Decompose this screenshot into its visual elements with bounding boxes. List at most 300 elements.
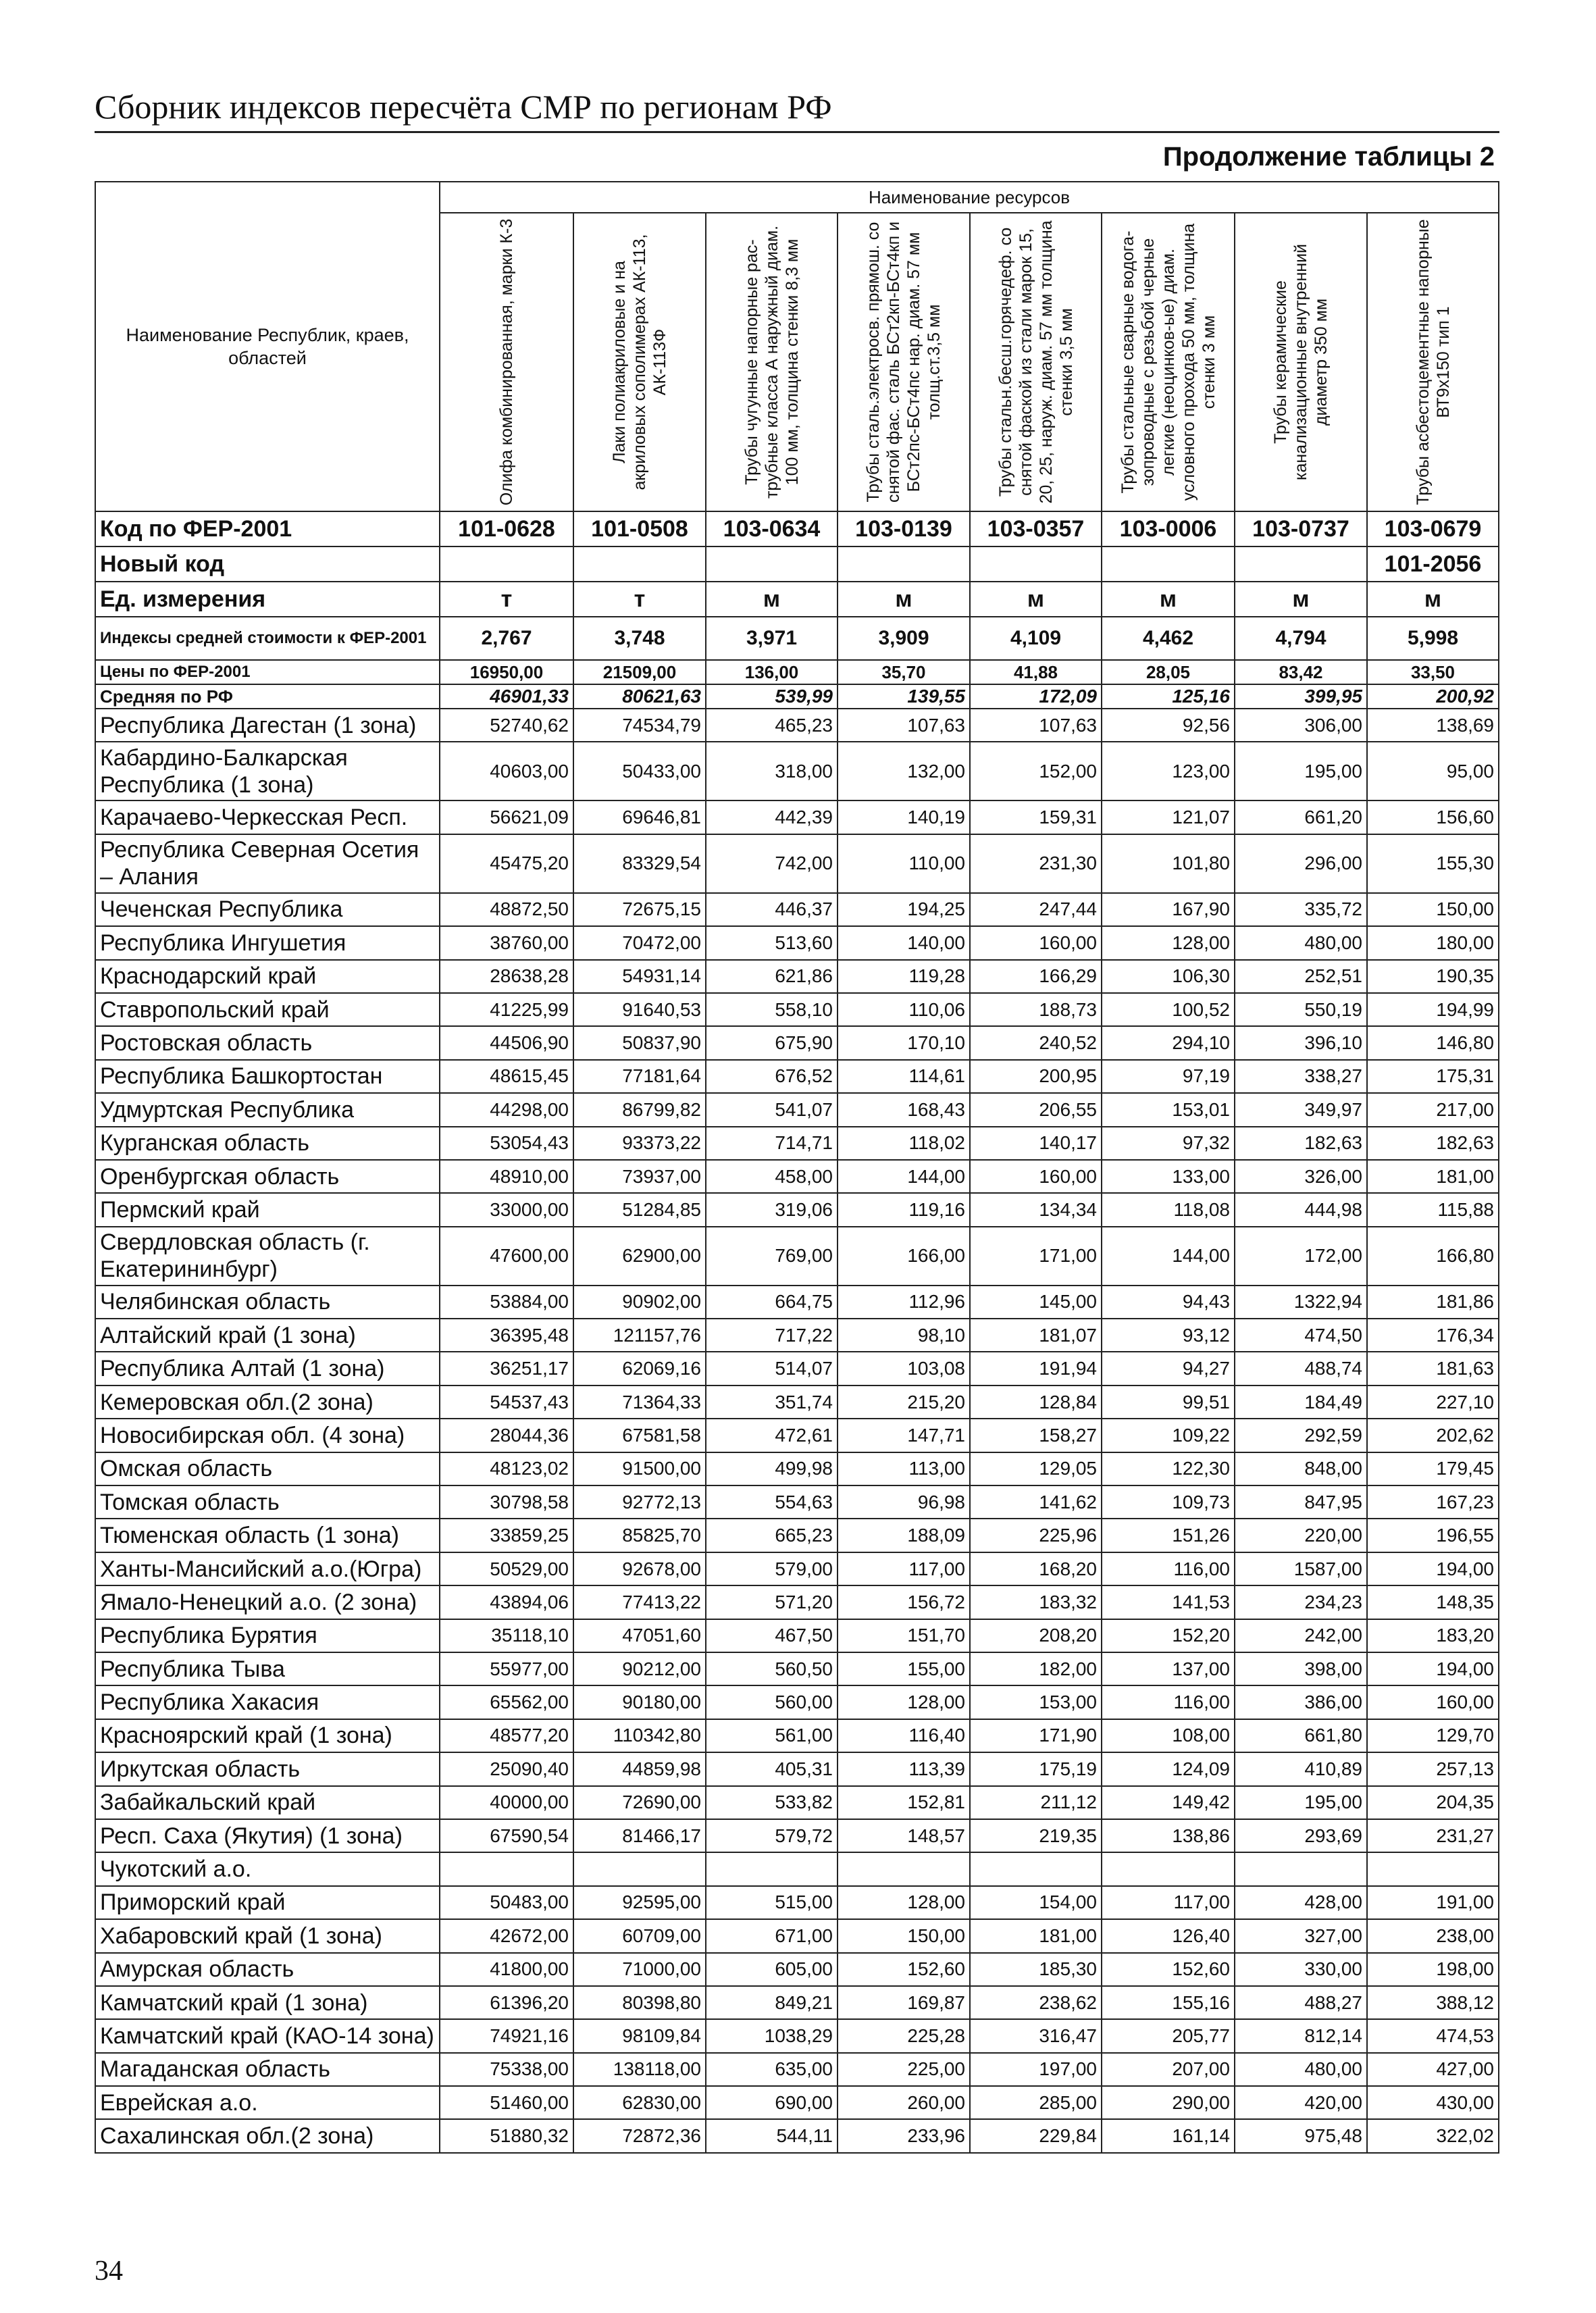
value-cell: 296,00 [1235, 834, 1367, 893]
table-row [95, 1519, 1499, 1552]
value-cell: 112,96 [838, 1286, 970, 1319]
value-cell: 38760,00 [440, 926, 573, 959]
region-name: Респ. Саха (Якутия) (1 зона) [95, 1819, 440, 1852]
value-cell: 690,00 [706, 2086, 838, 2119]
table-row [95, 1227, 1499, 1286]
value-cell: 149,42 [1102, 1786, 1235, 1819]
value-cell: 108,00 [1102, 1719, 1235, 1752]
table-row [95, 800, 1499, 834]
value-cell: 133,00 [1102, 1160, 1235, 1193]
value-cell: 260,00 [838, 2086, 970, 2119]
value-cell: 442,39 [706, 800, 838, 834]
index-row-label: Индексы средней стоимости к ФЕР-2001 [95, 617, 440, 660]
value-cell: 474,50 [1235, 1319, 1367, 1352]
value-cell: 51880,32 [440, 2119, 573, 2152]
fer-code-row-cell: 103-0139 [838, 511, 970, 547]
value-cell: 124,09 [1102, 1752, 1235, 1785]
table-row [95, 2119, 1499, 2152]
value-cell: 181,07 [970, 1319, 1102, 1352]
value-cell: 240,52 [970, 1026, 1102, 1059]
value-cell: 91640,53 [573, 993, 706, 1026]
value-cell: 137,00 [1102, 1652, 1235, 1685]
value-cell: 51284,85 [573, 1193, 706, 1226]
value-cell: 396,10 [1235, 1026, 1367, 1059]
value-cell: 138,86 [1102, 1819, 1235, 1852]
value-cell: 109,22 [1102, 1419, 1235, 1452]
value-cell: 168,43 [838, 1093, 970, 1126]
average-row-cell: 172,09 [970, 684, 1102, 709]
value-cell: 181,00 [970, 1919, 1102, 1952]
value-cell: 579,72 [706, 1819, 838, 1852]
value-cell: 110,06 [838, 993, 970, 1026]
value-cell: 152,81 [838, 1786, 970, 1819]
value-cell: 169,87 [838, 1986, 970, 2019]
region-name: Республика Ингушетия [95, 926, 440, 959]
value-cell: 117,00 [838, 1552, 970, 1585]
region-name: Краснодарский край [95, 960, 440, 993]
value-cell: 126,40 [1102, 1919, 1235, 1952]
table-row [95, 709, 1499, 742]
value-cell: 183,32 [970, 1585, 1102, 1619]
value-cell: 61396,20 [440, 1986, 573, 2019]
average-row [95, 684, 1499, 709]
value-cell: 533,82 [706, 1786, 838, 1819]
value-cell: 148,57 [838, 1819, 970, 1852]
region-name: Еврейская а.о. [95, 2086, 440, 2119]
value-cell [838, 1852, 970, 1885]
value-cell: 975,48 [1235, 2119, 1367, 2152]
region-name: Удмуртская Республика [95, 1093, 440, 1126]
value-cell: 171,90 [970, 1719, 1102, 1752]
table-body [95, 511, 1499, 2153]
value-cell: 194,99 [1367, 993, 1499, 1026]
index-row-cell: 3,909 [838, 617, 970, 660]
value-cell: 72675,15 [573, 893, 706, 926]
value-cell: 215,20 [838, 1386, 970, 1419]
value-cell: 128,00 [838, 1886, 970, 1919]
value-cell: 488,27 [1235, 1986, 1367, 2019]
value-cell: 48910,00 [440, 1160, 573, 1193]
value-cell: 252,51 [1235, 960, 1367, 993]
value-cell: 335,72 [1235, 893, 1367, 926]
value-cell: 388,12 [1367, 1986, 1499, 2019]
value-cell: 195,00 [1235, 742, 1367, 800]
value-cell: 69646,81 [573, 800, 706, 834]
table-row [95, 1852, 1499, 1885]
value-cell: 513,60 [706, 926, 838, 959]
region-name: Пермский край [95, 1193, 440, 1226]
table-row [95, 1619, 1499, 1652]
fer-code-row-cell: 103-0737 [1235, 511, 1367, 547]
value-cell: 99,51 [1102, 1386, 1235, 1419]
value-cell: 160,00 [970, 1160, 1102, 1193]
value-cell: 134,34 [970, 1193, 1102, 1226]
value-cell: 238,00 [1367, 1919, 1499, 1952]
value-cell: 176,34 [1367, 1319, 1499, 1352]
region-name: Камчатский край (1 зона) [95, 1986, 440, 2019]
table-row [95, 1419, 1499, 1452]
value-cell: 515,00 [706, 1886, 838, 1919]
value-cell: 208,20 [970, 1619, 1102, 1652]
value-cell: 72690,00 [573, 1786, 706, 1819]
region-name: Чеченская Республика [95, 893, 440, 926]
value-cell: 742,00 [706, 834, 838, 893]
value-cell: 398,00 [1235, 1652, 1367, 1685]
table-row [95, 1193, 1499, 1226]
value-cell: 113,00 [838, 1452, 970, 1485]
value-cell: 166,80 [1367, 1227, 1499, 1286]
value-cell: 28638,28 [440, 960, 573, 993]
unit-row-label: Ед. измерения [95, 582, 440, 617]
column-header-label: Трубы керамические канализационные внутренний диаметр 350 мм [1271, 243, 1331, 481]
value-cell: 54931,14 [573, 960, 706, 993]
region-name: Ставропольский край [95, 993, 440, 1026]
value-cell: 48872,50 [440, 893, 573, 926]
value-cell: 318,00 [706, 742, 838, 800]
value-cell: 90212,00 [573, 1652, 706, 1685]
value-cell: 93,12 [1102, 1319, 1235, 1352]
region-name: Республика Хакасия [95, 1685, 440, 1719]
value-cell: 85825,70 [573, 1519, 706, 1552]
value-cell: 65562,00 [440, 1685, 573, 1719]
price-row-cell: 21509,00 [573, 660, 706, 684]
value-cell: 405,31 [706, 1752, 838, 1785]
value-cell: 488,74 [1235, 1352, 1367, 1385]
region-name: Камчатский край (КАО-14 зона) [95, 2019, 440, 2052]
fer-code-row-cell: 103-0357 [970, 511, 1102, 547]
region-name: Республика Дагестан (1 зона) [95, 709, 440, 742]
table-row [95, 1652, 1499, 1685]
value-cell: 107,63 [970, 709, 1102, 742]
value-cell: 44506,90 [440, 1026, 573, 1059]
page-number: 34 [95, 2256, 123, 2287]
value-cell: 44859,98 [573, 1752, 706, 1785]
value-cell: 181,63 [1367, 1352, 1499, 1385]
value-cell: 196,55 [1367, 1519, 1499, 1552]
column-header-label: Трубы стальн.бесш.горячедеф. со снятой фаской из стали марок 15, 20, 25, наруж. диам. 57 мм толщина стенки 3,5 мм [996, 220, 1076, 504]
value-cell: 48615,45 [440, 1060, 573, 1093]
value-cell: 293,69 [1235, 1819, 1367, 1852]
value-cell: 144,00 [838, 1160, 970, 1193]
unit-row-cell: м [1235, 582, 1367, 617]
value-cell: 86799,82 [573, 1093, 706, 1126]
value-cell: 83329,54 [573, 834, 706, 893]
value-cell: 152,60 [1102, 1953, 1235, 1986]
value-cell: 220,00 [1235, 1519, 1367, 1552]
unit-row-cell: м [838, 582, 970, 617]
value-cell: 72872,36 [573, 2119, 706, 2152]
region-name: Челябинская область [95, 1286, 440, 1319]
unit-row-cell: м [1102, 582, 1235, 617]
region-name: Свердловская область (г. Екатерининбург) [95, 1227, 440, 1286]
value-cell: 140,00 [838, 926, 970, 959]
value-cell: 671,00 [706, 1919, 838, 1952]
value-cell: 77413,22 [573, 1585, 706, 1619]
value-cell: 225,28 [838, 2019, 970, 2052]
column-header-label: Лаки полиакриловые и на акриловых сополимерах АК-113, АК-113Ф [610, 234, 669, 490]
unit-row-cell: т [440, 582, 573, 617]
value-cell: 98,10 [838, 1319, 970, 1352]
value-cell [1235, 1852, 1367, 1885]
value-cell: 110,00 [838, 834, 970, 893]
value-cell: 42672,00 [440, 1919, 573, 1952]
value-cell: 158,27 [970, 1419, 1102, 1452]
value-cell: 53884,00 [440, 1286, 573, 1319]
average-row-cell: 539,99 [706, 684, 838, 709]
average-row-cell: 399,95 [1235, 684, 1367, 709]
value-cell: 184,49 [1235, 1386, 1367, 1419]
unit-row-cell: т [573, 582, 706, 617]
value-cell: 71364,33 [573, 1386, 706, 1419]
value-cell: 110342,80 [573, 1719, 706, 1752]
value-cell: 138,69 [1367, 709, 1499, 742]
value-cell: 80398,80 [573, 1986, 706, 2019]
fer-code-row-cell: 103-0679 [1367, 511, 1499, 547]
value-cell: 116,00 [1102, 1552, 1235, 1585]
value-cell: 430,00 [1367, 2086, 1499, 2119]
region-name: Новосибирская обл. (4 зона) [95, 1419, 440, 1452]
value-cell: 153,00 [970, 1685, 1102, 1719]
value-cell: 122,30 [1102, 1452, 1235, 1485]
value-cell: 50529,00 [440, 1552, 573, 1585]
value-cell: 514,07 [706, 1352, 838, 1385]
value-cell: 676,52 [706, 1060, 838, 1093]
new-code-row-cell: 101-2056 [1367, 547, 1499, 582]
value-cell: 234,23 [1235, 1585, 1367, 1619]
value-cell: 118,02 [838, 1127, 970, 1160]
value-cell: 206,55 [970, 1093, 1102, 1126]
value-cell: 51460,00 [440, 2086, 573, 2119]
table-continuation-label: Продолжение таблицы 2 [1162, 142, 1495, 172]
region-name: Оренбургская область [95, 1160, 440, 1193]
value-cell: 161,14 [1102, 2119, 1235, 2152]
value-cell: 90180,00 [573, 1685, 706, 1719]
value-cell: 154,00 [970, 1886, 1102, 1919]
value-cell: 151,26 [1102, 1519, 1235, 1552]
value-cell: 319,06 [706, 1193, 838, 1226]
new-code-row-cell [1235, 547, 1367, 582]
value-cell: 91500,00 [573, 1452, 706, 1485]
region-name: Кабардино-Балкарская Республика (1 зона) [95, 742, 440, 800]
region-name: Алтайский край (1 зона) [95, 1319, 440, 1352]
value-cell: 118,08 [1102, 1193, 1235, 1226]
value-cell: 33859,25 [440, 1519, 573, 1552]
region-column-header: Наименование Республик, краев, областей [95, 182, 440, 511]
resources-group-header: Наименование ресурсов [440, 182, 1499, 213]
value-cell: 71000,00 [573, 1953, 706, 1986]
value-cell: 714,71 [706, 1127, 838, 1160]
value-cell: 410,89 [1235, 1752, 1367, 1785]
value-cell: 50837,90 [573, 1026, 706, 1059]
value-cell: 472,61 [706, 1419, 838, 1452]
new-code-row-cell [573, 547, 706, 582]
value-cell: 175,31 [1367, 1060, 1499, 1093]
table-row [95, 2053, 1499, 2086]
value-cell [573, 1852, 706, 1885]
value-cell: 175,19 [970, 1752, 1102, 1785]
value-cell: 247,44 [970, 893, 1102, 926]
column-header-label: Трубы чугунные напорные рас-трубные класса А наружный диам. 100 мм, толщина стенки 8,3 мм [742, 225, 802, 499]
new-code-row-cell [706, 547, 838, 582]
average-row-cell: 139,55 [838, 684, 970, 709]
region-name: Сахалинская обл.(2 зона) [95, 2119, 440, 2152]
value-cell: 231,30 [970, 834, 1102, 893]
table-row [95, 2019, 1499, 2052]
value-cell: 28044,36 [440, 1419, 573, 1452]
value-cell: 207,00 [1102, 2053, 1235, 2086]
value-cell: 191,00 [1367, 1886, 1499, 1919]
unit-row-cell: м [1367, 582, 1499, 617]
value-cell: 117,00 [1102, 1886, 1235, 1919]
region-name: Амурская область [95, 1953, 440, 1986]
value-cell: 95,00 [1367, 742, 1499, 800]
column-header-label: Трубы асбестоцементные напорные ВТ9х150 тип 1 [1413, 219, 1453, 505]
value-cell: 60709,00 [573, 1919, 706, 1952]
value-cell [1367, 1852, 1499, 1885]
region-name: Приморский край [95, 1886, 440, 1919]
value-cell: 146,80 [1367, 1026, 1499, 1059]
fer-code-row-cell: 101-0628 [440, 511, 573, 547]
value-cell: 769,00 [706, 1227, 838, 1286]
value-cell: 571,20 [706, 1585, 838, 1619]
table-row [95, 1286, 1499, 1319]
value-cell [440, 1852, 573, 1885]
value-cell: 330,00 [1235, 1953, 1367, 1986]
value-cell: 62069,16 [573, 1352, 706, 1385]
value-cell: 480,00 [1235, 926, 1367, 959]
column-header-8 [1367, 213, 1499, 511]
table-row [95, 1953, 1499, 1986]
value-cell: 327,00 [1235, 1919, 1367, 1952]
value-cell: 151,70 [838, 1619, 970, 1652]
value-cell: 35118,10 [440, 1619, 573, 1652]
region-name: Магаданская область [95, 2053, 440, 2086]
column-header-label: Олифа комбинированная, марки К-3 [497, 218, 516, 506]
index-row-cell: 3,971 [706, 617, 838, 660]
value-cell: 544,11 [706, 2119, 838, 2152]
value-cell: 179,45 [1367, 1452, 1499, 1485]
value-cell: 92,56 [1102, 709, 1235, 742]
value-cell: 257,13 [1367, 1752, 1499, 1785]
fer-code-row-cell: 101-0508 [573, 511, 706, 547]
value-cell: 141,53 [1102, 1585, 1235, 1619]
value-cell: 103,08 [838, 1352, 970, 1385]
region-name: Карачаево-Черкесская Респ. [95, 800, 440, 834]
index-row [95, 617, 1499, 660]
region-name: Красноярский край (1 зона) [95, 1719, 440, 1752]
table-row [95, 893, 1499, 926]
value-cell [1102, 1852, 1235, 1885]
value-cell: 225,96 [970, 1519, 1102, 1552]
value-cell: 156,72 [838, 1585, 970, 1619]
value-cell: 132,00 [838, 742, 970, 800]
value-cell: 41800,00 [440, 1953, 573, 1986]
value-cell: 166,29 [970, 960, 1102, 993]
value-cell: 128,84 [970, 1386, 1102, 1419]
value-cell: 52740,62 [440, 709, 573, 742]
value-cell: 77181,64 [573, 1060, 706, 1093]
new-code-row-label: Новый код [95, 547, 440, 582]
value-cell: 428,00 [1235, 1886, 1367, 1919]
header-row-group [95, 182, 1499, 213]
index-row-cell: 3,748 [573, 617, 706, 660]
value-cell: 96,98 [838, 1485, 970, 1519]
column-header-6 [1102, 213, 1235, 511]
table-row [95, 1319, 1499, 1352]
value-cell: 123,00 [1102, 742, 1235, 800]
value-cell: 159,31 [970, 800, 1102, 834]
value-cell: 94,27 [1102, 1352, 1235, 1385]
value-cell: 74921,16 [440, 2019, 573, 2052]
value-cell: 152,00 [970, 742, 1102, 800]
value-cell: 152,20 [1102, 1619, 1235, 1652]
value-cell: 190,35 [1367, 960, 1499, 993]
region-name: Омская область [95, 1452, 440, 1485]
value-cell: 185,30 [970, 1953, 1102, 1986]
value-cell: 467,50 [706, 1619, 838, 1652]
value-cell: 848,00 [1235, 1452, 1367, 1485]
value-cell: 155,00 [838, 1652, 970, 1685]
value-cell: 338,27 [1235, 1060, 1367, 1093]
value-cell: 81466,17 [573, 1819, 706, 1852]
table-row [95, 1819, 1499, 1852]
value-cell: 717,22 [706, 1319, 838, 1352]
value-cell: 849,21 [706, 1986, 838, 2019]
price-row [95, 660, 1499, 684]
value-cell: 47051,60 [573, 1619, 706, 1652]
value-cell: 54537,43 [440, 1386, 573, 1419]
value-cell: 664,75 [706, 1286, 838, 1319]
value-cell: 44298,00 [440, 1093, 573, 1126]
table-row [95, 1352, 1499, 1385]
value-cell: 665,23 [706, 1519, 838, 1552]
value-cell: 202,62 [1367, 1419, 1499, 1452]
value-cell: 171,00 [970, 1227, 1102, 1286]
value-cell: 138118,00 [573, 2053, 706, 2086]
value-cell: 25090,40 [440, 1752, 573, 1785]
value-cell: 444,98 [1235, 1193, 1367, 1226]
value-cell: 322,02 [1367, 2119, 1499, 2152]
region-name: Республика Тыва [95, 1652, 440, 1685]
price-row-cell: 16950,00 [440, 660, 573, 684]
value-cell: 172,00 [1235, 1227, 1367, 1286]
value-cell: 238,62 [970, 1986, 1102, 2019]
value-cell: 579,00 [706, 1552, 838, 1585]
column-header-1 [440, 213, 573, 511]
average-row-cell: 200,92 [1367, 684, 1499, 709]
price-row-cell: 83,42 [1235, 660, 1367, 684]
region-name: Курганская область [95, 1127, 440, 1160]
value-cell: 155,16 [1102, 1986, 1235, 2019]
value-cell: 92772,13 [573, 1485, 706, 1519]
value-cell: 349,97 [1235, 1093, 1367, 1126]
average-row-cell: 125,16 [1102, 684, 1235, 709]
value-cell: 316,47 [970, 2019, 1102, 2052]
value-cell: 43894,06 [440, 1585, 573, 1619]
region-name: Ханты-Мансийский а.о.(Югра) [95, 1552, 440, 1585]
page-header [95, 88, 1499, 133]
value-cell: 113,39 [838, 1752, 970, 1785]
value-cell: 129,05 [970, 1452, 1102, 1485]
price-row-cell: 136,00 [706, 660, 838, 684]
table-row [95, 742, 1499, 800]
value-cell: 153,01 [1102, 1093, 1235, 1126]
value-cell: 231,27 [1367, 1819, 1499, 1852]
value-cell: 605,00 [706, 1953, 838, 1986]
value-cell: 98109,84 [573, 2019, 706, 2052]
value-cell: 558,10 [706, 993, 838, 1026]
value-cell: 94,43 [1102, 1286, 1235, 1319]
